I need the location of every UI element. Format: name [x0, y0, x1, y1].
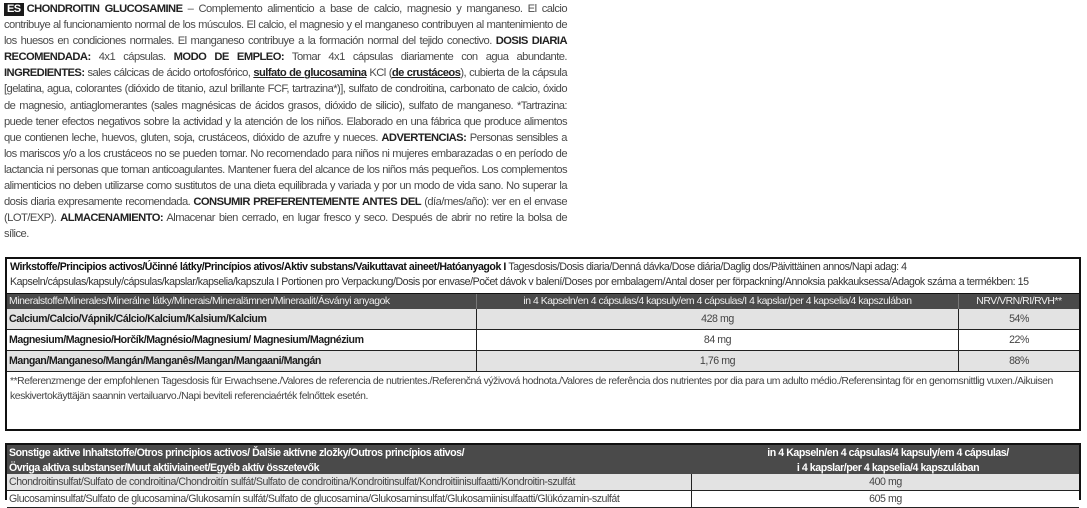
row-name: Magnesium/Magnesio/Horčík/Magnésio/Magnesium/ Magnesium/Magnézium — [7, 330, 477, 350]
other-actives-header — [7, 445, 1079, 474]
allergen-crustaceos: de crustáceos — [391, 67, 461, 80]
daily-dose-info: Tagesdosis/Dosis diaria/Denná dávka/Dose diária/Daglig dos/Päivittäinen annos/Napi adag: 4 Kapseln/cápsulas/kapsuly/cápsulas/kapslar/kapselia/kapszula I Portionen pro Verpackung/Dosis por envase/Počet dávok v balení/Doses por embalagem/Antal doser per förpackning/Annoksia pakkauksessa/Adagok száma a termékben: 15 — [10, 261, 1029, 288]
table-row — [7, 309, 1079, 330]
row-name: Chondroitinsulfat/Sulfato de condroitina/Chondroitín sulfát/Sulfato de condroitina/Kondroitinsulfat/Kondroitiinisulfaatti/Kondroitin-szulfát — [7, 474, 692, 490]
allergen-glucosamina: sulfato de glucosamina — [253, 67, 367, 80]
product-name: CHONDROITIN GLUCOSAMINE — [26, 3, 183, 15]
ingredientes-text-c: ), cubierta de la cápsula [gelatina, agua, colorantes (dióxido de titanio, azul brillante FCF, tartrazina*)], sulfato de condroitina, carbonato de calcio, óxido de magnesio, antiaglomerantes (sales magnésicas de ácidos grasos, dióxido de silicio), sulfato de manganeso. *Tartrazina: puede tener efectos negativos sobre la actividad y la atención de los niños. Elaborado en una fábrica que produce alimentos que contienen leche, huevos, gluten, soja, crustáceos, dióxido de azufre y nueces. — [4, 67, 568, 144]
minerals-table — [5, 257, 1081, 431]
other-actives-header-right — [697, 446, 1079, 474]
advertencias-label: ADVERTENCIAS: — [381, 131, 467, 144]
col-minerals: Mineralstoffe/Minerales/Minerálne látky/Minerais/Mineralämnen/Mineraalit/Ásványi anyagok — [7, 294, 477, 309]
col-amount: in 4 Kapseln/en 4 cápsulas/4 kapsuly/em 4 cápsulas/I 4 kapslar/per 4 kapselia/4 kapszulában — [477, 294, 959, 309]
row-amount: 428 mg — [477, 309, 959, 329]
row-nrv: 88% — [1009, 355, 1029, 367]
intro-text: – Complemento alimenticio a base de calcio, magnesio y manganeso. El calcio contribuye al funcionamiento normal de los músculos. El calcio, el magnesio y el manganeso contribuyen al mantenimiento de los huesos en condiciones normales. El manganeso contribuye a la formación normal del tejido conectivo. — [4, 3, 567, 48]
table-row — [7, 351, 1079, 372]
header-line: Övriga aktiva substanser/Muut aktiiviaineet/Egyéb aktív összetevők — [9, 462, 320, 474]
table-row — [7, 474, 1079, 491]
dosis-label: DOSIS DIARIA RECOMENDADA: — [4, 35, 567, 64]
header-line: in 4 Kapseln/en 4 cápsulas/4 kapsuly/em 4 cápsulas/ — [767, 447, 1009, 459]
row-nrv: 22% — [1009, 334, 1029, 346]
spanish-label-text — [4, 1, 567, 242]
row-name: Mangan/Manganeso/Mangán/Manganês/Mangan/Mangaani/Mangán — [7, 351, 477, 371]
modo-label: MODO DE EMPLEO: — [173, 51, 285, 64]
col-nrv: NRV/VRN/RI/RVH** — [976, 296, 1062, 307]
other-actives-header-left — [7, 446, 697, 474]
row-amount: 1,76 mg — [477, 351, 959, 371]
row-amount: 84 mg — [477, 330, 959, 350]
advertencias-text: Personas sensibles a los mariscos y/o a los crustáceos no se pueden tomar. No recomendado para niños ni mujeres embarazadas o en período de lactancia ni personas que toman anticoagulantes. Mantener fuera del alcance de los niños más pequeños. Los complementos alimenticios no deben utilizarse como sustitutos de una dieta equilibrada y variada y por un modo de vida sano. No superar la dosis diaria expresamente recomendada. — [4, 131, 567, 209]
language-badge-es: ES — [4, 3, 24, 16]
almacenamiento-text: Almacenar bien cerrado, en lugar fresco y seco. Después de abrir no retire la bolsa de sílice. — [4, 212, 568, 241]
consumir-text: (día/mes/año): ver en el envase (LOT/EXP). — [4, 196, 567, 225]
almacenamiento-label: ALMACENAMIENTO: — [60, 212, 164, 225]
minerals-column-headers — [7, 294, 1079, 309]
consumir-label: CONSUMIR PREFERENTEMENTE ANTES DEL — [193, 196, 422, 209]
row-name: Calcium/Calcio/Vápnik/Cálcio/Kalcium/Kalsium/Kalcium — [7, 309, 477, 329]
ingredientes-text-a: sales cálcicas de ácido ortofosfórico, — [84, 67, 254, 80]
active-substances-label: Wirkstoffe/Principios activos/Účinné látky/Princípios ativos/Aktiv substans/Vaikuttavat aineet/Hatóanyagok I — [10, 261, 509, 273]
table-row — [7, 330, 1079, 351]
header-line: Sonstige aktive Inhaltstoffe/Otros principios activos/ Ďalšie aktívne zložky/Outros princípios ativos/ — [9, 447, 465, 459]
row-nrv: 54% — [1009, 313, 1029, 325]
ingredientes-text-b: KCl ( — [366, 67, 392, 80]
row-amount: 400 mg — [869, 476, 902, 488]
dosis-text: 4x1 cápsulas. — [90, 51, 174, 64]
nrv-footnote: **Referenzmenge der empfohlenen Tagesdosis für Erwachsene./Valores de referencia de nutrientes./Referenčná výživová hodnota./Valores de referência dos nutrientes por dia para um adulto médio./Referensintag för en genomsnittlig vuxen./Aikuisen keskivertokäyttäjän saannin vertailuarvo./Napi beviteli referenciaérték felnőttek esetén. — [10, 376, 1053, 402]
row-name: Glucosaminsulfat/Sulfato de glucosamina/Glukosamín sulfát/Sulfato de glucosamina/Glukosaminsulfat/Glukosamiinisulfaatti/Glükózamin-szulfát — [7, 491, 692, 507]
row-amount: 605 mg — [869, 493, 902, 505]
other-actives-table — [5, 443, 1081, 505]
modo-text: Tomar 4x1 cápsulas diariamente con agua abundante. — [284, 51, 567, 64]
header-line: i 4 kapslar/per 4 kapselia/4 kapszulában — [796, 462, 980, 474]
minerals-table-header — [7, 259, 1079, 294]
ingredientes-label: INGREDIENTES: — [4, 67, 85, 80]
